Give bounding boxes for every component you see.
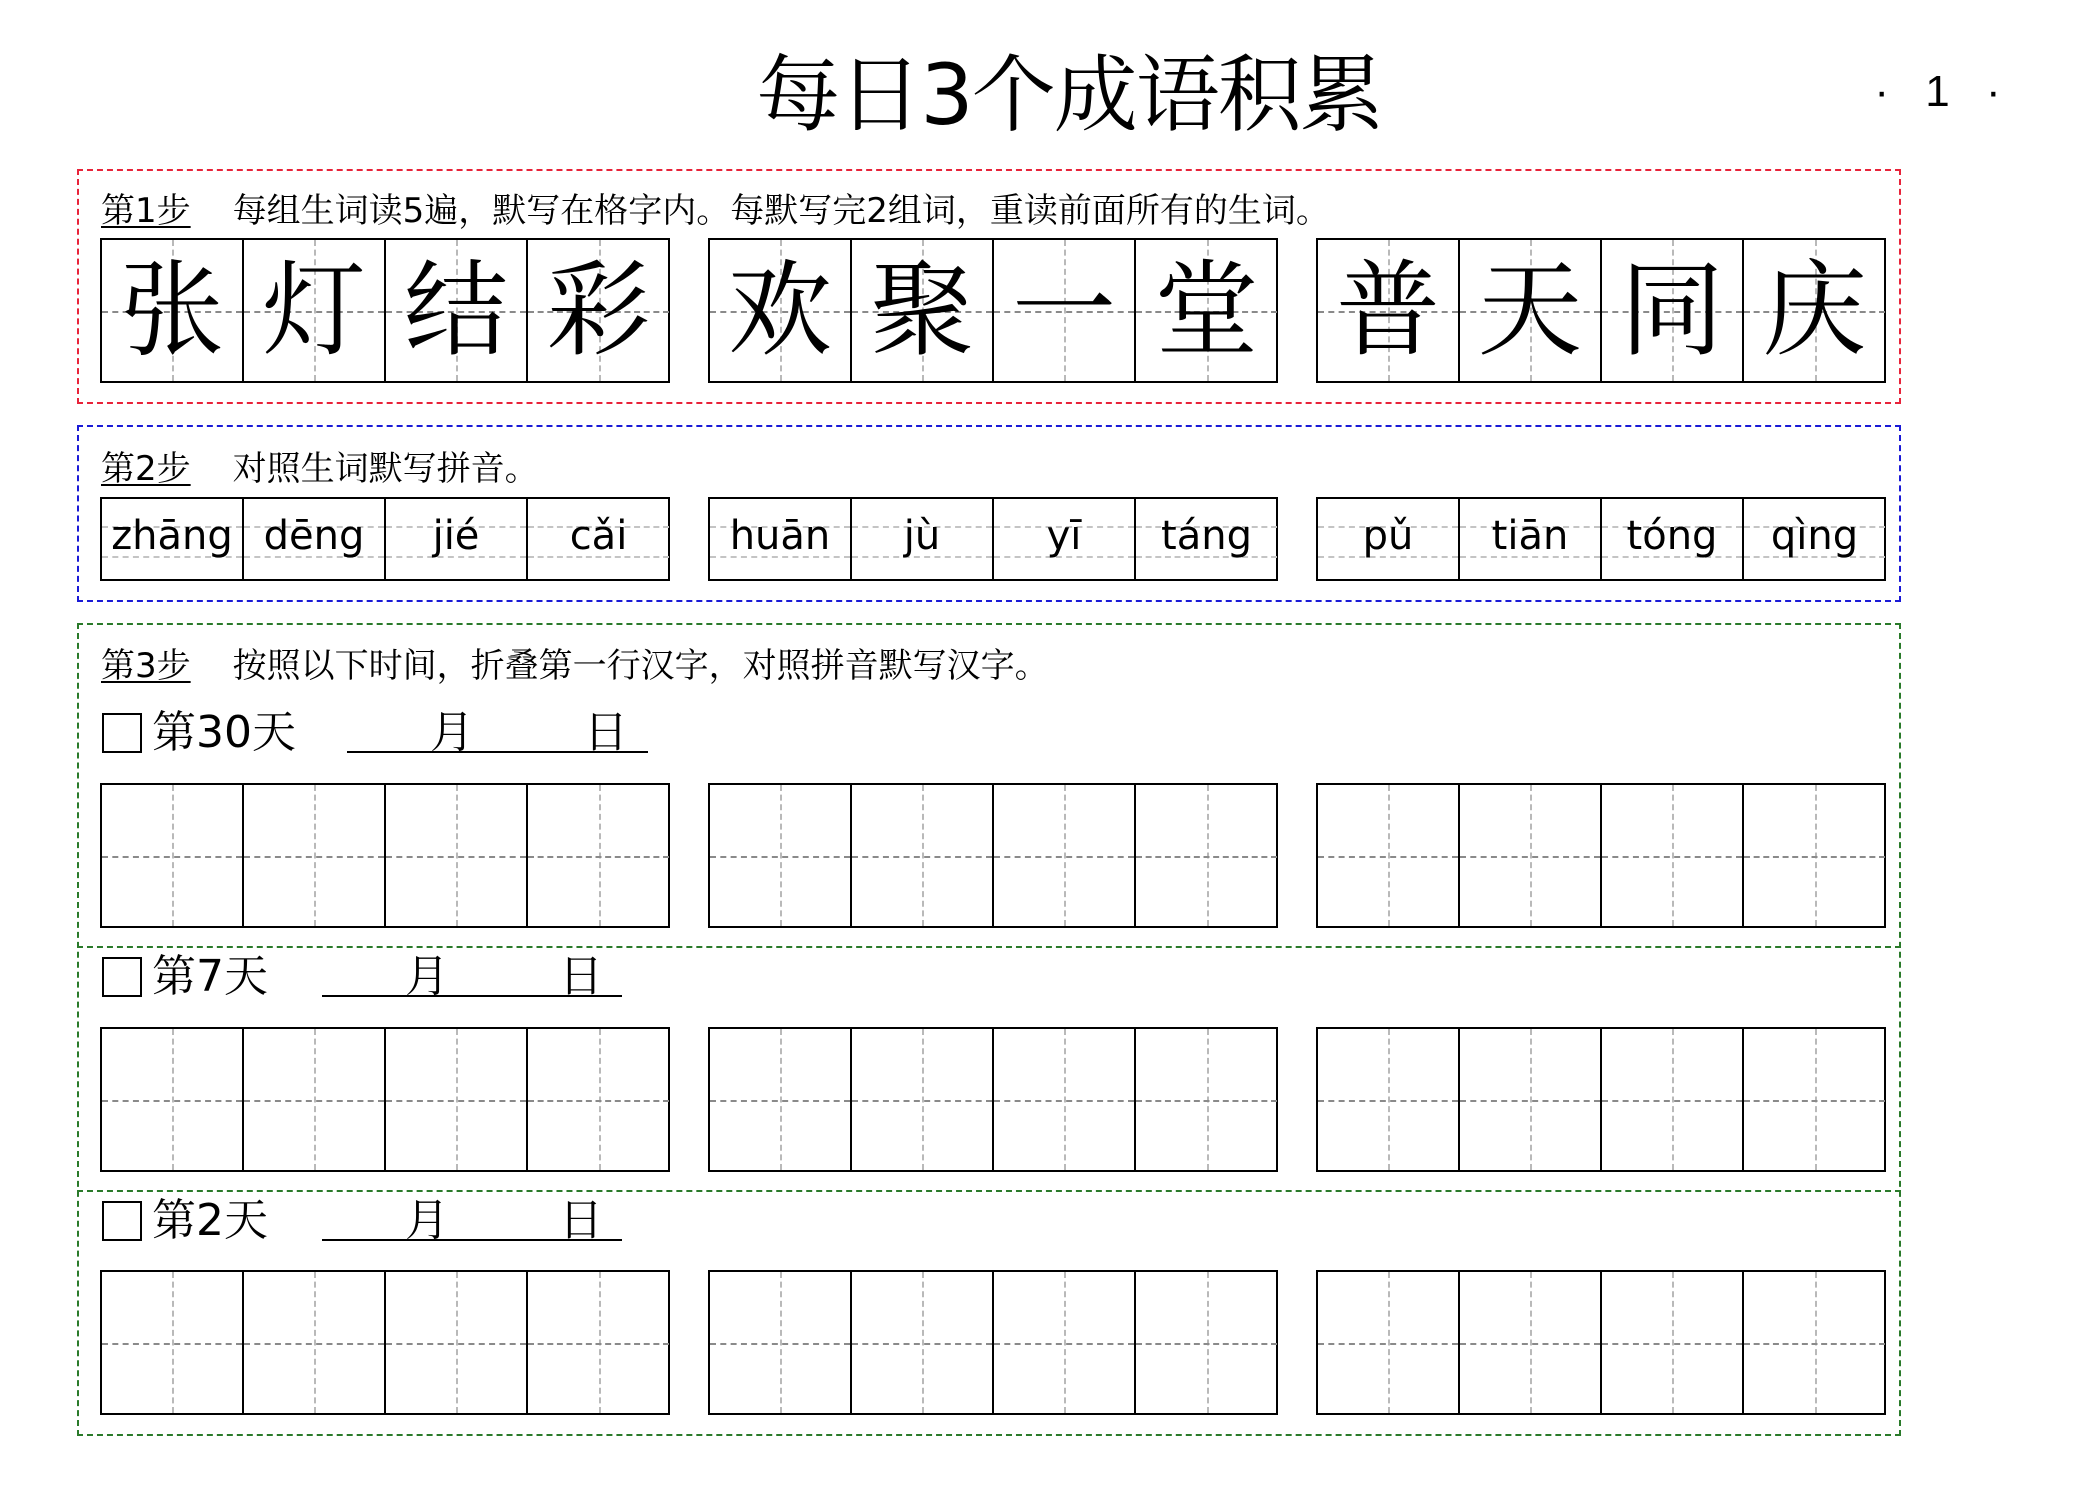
pinyin: jié [432, 513, 480, 559]
page-title: 每日3个成语积累 [756, 46, 1382, 144]
char-cell [710, 240, 852, 381]
hanzi: 同 [1619, 249, 1724, 371]
char-cell [1318, 240, 1460, 381]
page-number: · 1 · [1874, 67, 2001, 116]
write-cell[interactable] [244, 1029, 386, 1170]
hanzi: 聚 [869, 249, 974, 371]
write-cell[interactable] [1602, 1029, 1744, 1170]
write-group [1316, 1270, 1886, 1415]
pinyin-cell [852, 499, 994, 579]
pinyin: táng [1161, 513, 1252, 559]
char-cell [852, 240, 994, 381]
hanzi: 张 [119, 249, 224, 371]
step2-header [101, 449, 539, 489]
review-label: 第30天 [152, 707, 296, 758]
write-cell[interactable] [1744, 785, 1885, 926]
write-cell[interactable] [994, 1272, 1136, 1413]
pinyin: cǎi [569, 513, 628, 559]
write-cell[interactable] [1460, 1272, 1602, 1413]
step1-instruction: 每组生词读5遍，默写在格字内。每默写完2组词，重读前面所有的生词。 [232, 191, 1330, 231]
review-divider [77, 1190, 1901, 1192]
hanzi: 普 [1335, 249, 1440, 371]
word-group-3 [1316, 238, 1886, 383]
pinyin: zhāng [111, 513, 233, 559]
review-checkbox[interactable] [102, 1201, 142, 1241]
review-label: 第2天 [152, 1195, 268, 1246]
write-group [708, 1027, 1278, 1172]
step1-header [101, 191, 1330, 231]
hanzi: 欢 [727, 249, 832, 371]
pinyin-group-2 [708, 497, 1278, 581]
write-cell[interactable] [102, 785, 244, 926]
month-label: 月 [405, 1195, 449, 1246]
char-cell [386, 240, 528, 381]
pinyin-cell [1602, 499, 1744, 579]
pinyin-cell [1744, 499, 1885, 579]
write-cell[interactable] [1136, 1029, 1277, 1170]
review-checkbox[interactable] [102, 957, 142, 997]
pinyin: pǔ [1362, 513, 1414, 559]
write-cell[interactable] [528, 785, 669, 926]
hanzi: 堂 [1154, 249, 1259, 371]
pinyin-cell [244, 499, 386, 579]
write-cell[interactable] [386, 785, 528, 926]
write-cell[interactable] [244, 785, 386, 926]
write-cell[interactable] [852, 1272, 994, 1413]
write-cell[interactable] [102, 1029, 244, 1170]
pinyin: tiān [1491, 513, 1569, 559]
review-divider [77, 946, 1901, 948]
pinyin: huān [729, 513, 831, 559]
write-cell[interactable] [244, 1272, 386, 1413]
write-cell[interactable] [1318, 1029, 1460, 1170]
day-label: 日 [559, 1195, 603, 1246]
write-cell[interactable] [1136, 785, 1277, 926]
pinyin-cell [1318, 499, 1460, 579]
char-cell [1602, 240, 1744, 381]
step3-label: 第3步 [101, 646, 191, 686]
hanzi: 天 [1477, 249, 1582, 371]
write-cell[interactable] [994, 1029, 1136, 1170]
pinyin-group-1 [100, 497, 670, 581]
review-label: 第7天 [152, 951, 268, 1002]
write-cell[interactable] [1460, 1029, 1602, 1170]
char-cell [1744, 240, 1885, 381]
day-label: 日 [559, 951, 603, 1002]
pinyin-cell [994, 499, 1136, 579]
write-group [708, 1270, 1278, 1415]
month-label: 月 [430, 707, 474, 758]
write-group [1316, 1027, 1886, 1172]
pinyin: tóng [1626, 513, 1718, 559]
step2-label: 第2步 [101, 449, 191, 489]
pinyin-cell [528, 499, 669, 579]
write-group [100, 783, 670, 928]
write-cell[interactable] [386, 1029, 528, 1170]
hanzi: 灯 [261, 249, 366, 371]
char-cell [102, 240, 244, 381]
write-cell[interactable] [386, 1272, 528, 1413]
day-label: 日 [584, 707, 628, 758]
hanzi: 彩 [546, 249, 651, 371]
pinyin-cell [1136, 499, 1277, 579]
char-cell [1460, 240, 1602, 381]
pinyin: yī [1046, 513, 1082, 559]
write-cell[interactable] [528, 1272, 669, 1413]
write-cell[interactable] [102, 1272, 244, 1413]
pinyin: dēng [263, 513, 365, 559]
write-cell[interactable] [852, 1029, 994, 1170]
month-label: 月 [405, 951, 449, 1002]
write-cell[interactable] [852, 785, 994, 926]
write-cell[interactable] [1318, 1272, 1460, 1413]
write-cell[interactable] [1318, 785, 1460, 926]
pinyin-cell [1460, 499, 1602, 579]
write-cell[interactable] [1744, 1272, 1885, 1413]
write-cell[interactable] [1460, 785, 1602, 926]
write-group [1316, 783, 1886, 928]
char-cell [1136, 240, 1277, 381]
write-cell[interactable] [1602, 1272, 1744, 1413]
step3-header [101, 646, 1049, 686]
write-cell[interactable] [710, 785, 852, 926]
word-group-1 [100, 238, 670, 383]
step2-instruction: 对照生词默写拼音。 [232, 449, 539, 489]
hanzi: 一 [1011, 249, 1116, 371]
pinyin-cell [102, 499, 244, 579]
pinyin-cell [386, 499, 528, 579]
write-cell[interactable] [710, 1029, 852, 1170]
step3-instruction: 按照以下时间，折叠第一行汉字，对照拼音默写汉字。 [232, 646, 1049, 686]
review-checkbox[interactable] [102, 713, 142, 753]
write-cell[interactable] [1602, 785, 1744, 926]
char-cell [528, 240, 669, 381]
write-cell[interactable] [1136, 1272, 1277, 1413]
pinyin: jù [903, 513, 941, 559]
pinyin-cell [710, 499, 852, 579]
char-cell [994, 240, 1136, 381]
hanzi: 庆 [1762, 249, 1867, 371]
step1-label: 第1步 [101, 191, 191, 231]
write-group [100, 1027, 670, 1172]
write-cell[interactable] [528, 1029, 669, 1170]
word-group-2 [708, 238, 1278, 383]
char-cell [244, 240, 386, 381]
write-cell[interactable] [994, 785, 1136, 926]
hanzi: 结 [403, 249, 508, 371]
write-cell[interactable] [1744, 1029, 1885, 1170]
write-group [100, 1270, 670, 1415]
pinyin-group-3 [1316, 497, 1886, 581]
write-cell[interactable] [710, 1272, 852, 1413]
pinyin: qìng [1770, 513, 1859, 559]
write-group [708, 783, 1278, 928]
